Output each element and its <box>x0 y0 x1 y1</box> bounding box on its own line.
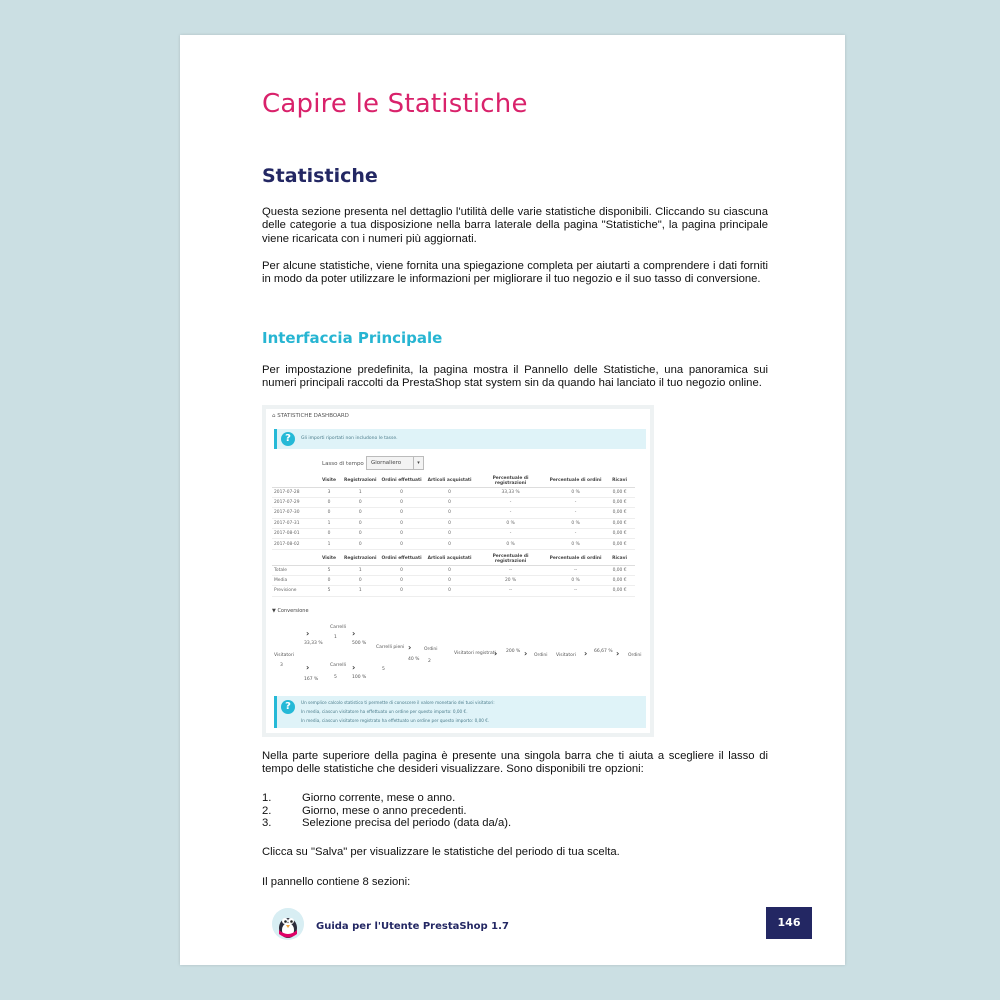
table-cell: 0 <box>425 575 475 585</box>
sections-paragraph: Il pannello contiene 8 sezioni: <box>262 876 411 888</box>
table-cell: 0 <box>379 575 425 585</box>
arrow-icon: › <box>352 629 356 638</box>
table-cell: -- <box>547 586 605 596</box>
table-cell: Previsione <box>272 586 316 596</box>
arrow-icon: › <box>524 649 528 658</box>
interface-paragraph: Per impostazione predefinita, la pagina mostra il Pannello delle Statistiche, una panoramica sui numeri principali raccolti da PrestaShop stat system sin da quando hai lanciato il tuo negozio online. <box>262 364 768 390</box>
table-cell: 0 <box>379 529 425 539</box>
list-number: 2. <box>262 804 272 817</box>
explanation-paragraph: Per alcune statistiche, viene fornita una spiegazione completa per aiutarti a comprendere i dati forniti in modo da poter utilizzare le informazioni per migliorare il tuo negozio e il suo tasso di conversione. <box>262 260 768 286</box>
table-cell: 1 <box>316 539 342 549</box>
stats-table <box>272 475 635 550</box>
table-cell: 0,00 € <box>605 487 635 497</box>
conversion-title: ▼ Conversione <box>272 608 309 614</box>
table-row <box>272 529 635 539</box>
table-cell: Media <box>272 575 316 585</box>
table-header: Ordini effettuati <box>379 553 425 565</box>
guide-title: Guida per l'Utente PrestaShop 1.7 <box>316 921 509 932</box>
home-icon: ⌂ <box>272 413 278 419</box>
table-header: Percentuale di registrazioni <box>475 553 547 565</box>
subsection-title: Interfaccia Principale <box>262 329 443 347</box>
table-cell: 0 % <box>547 575 605 585</box>
table-cell: 0 <box>425 539 475 549</box>
table-cell: 2017-08-02 <box>272 539 316 549</box>
list-text: Giorno corrente, mese o anno. <box>302 792 456 804</box>
table-cell: 3 <box>316 487 342 497</box>
funnel-icon: ▼ <box>272 608 278 614</box>
table-cell: Totale <box>272 565 316 575</box>
table-cell: 0 <box>342 518 379 528</box>
table-row <box>272 539 635 549</box>
table-cell: 0 <box>379 508 425 518</box>
section-title: Statistiche <box>262 165 378 187</box>
arrow-icon: › <box>352 663 356 672</box>
table-cell: 0,00 € <box>605 539 635 549</box>
prestashop-logo <box>272 908 304 940</box>
table-header: Ricavi <box>605 553 635 565</box>
table-cell: 0 <box>342 508 379 518</box>
table-cell: 0,00 € <box>605 518 635 528</box>
dashboard-screenshot <box>262 405 654 737</box>
arrow-icon: › <box>494 649 498 658</box>
table-cell: 0 <box>316 575 342 585</box>
table-cell: 5 <box>316 586 342 596</box>
arrow-icon: › <box>584 649 588 658</box>
table-cell: 0,00 € <box>605 565 635 575</box>
table-cell: 0 <box>342 575 379 585</box>
table-cell: 0 <box>342 497 379 507</box>
table-cell: 0 <box>342 539 379 549</box>
table-cell: 0,00 € <box>605 586 635 596</box>
arrow-icon: › <box>306 663 310 672</box>
table-cell: 0 % <box>547 518 605 528</box>
list-number: 3. <box>262 817 272 829</box>
list-item <box>262 805 511 818</box>
save-paragraph: Clicca su "Salva" per visualizzare le statistiche del periodo di tua scelta. <box>262 846 620 858</box>
table-cell: -- <box>475 565 547 575</box>
table-cell: 0,00 € <box>605 529 635 539</box>
table-cell: 0 <box>379 539 425 549</box>
table-row <box>272 575 635 585</box>
arrow-icon: › <box>306 629 310 638</box>
table-header: Registrazioni <box>342 553 379 565</box>
table-cell: 0 <box>316 508 342 518</box>
table-cell: 0 <box>425 487 475 497</box>
table-cell: 0 <box>316 529 342 539</box>
table-cell: 0 % <box>547 539 605 549</box>
table-header: Visite <box>316 475 342 487</box>
table-cell: 0 <box>379 565 425 575</box>
table-header <box>272 475 316 487</box>
table-header: Articoli acquistati <box>425 475 475 487</box>
table-row <box>272 518 635 528</box>
table-header: Percentuale di ordini <box>547 475 605 487</box>
screenshot-header: ⌂ STATISTICHE DASHBOARD <box>272 413 349 419</box>
table-row <box>272 497 635 507</box>
table-cell: 0 <box>379 487 425 497</box>
list-text: Giorno, mese o anno precedenti. <box>302 804 467 817</box>
table-cell: 2017-08-01 <box>272 529 316 539</box>
table-cell: - <box>475 529 547 539</box>
list-text: Selezione precisa del periodo (data da/a). <box>302 817 512 829</box>
list-number: 1. <box>262 792 272 804</box>
table-cell: - <box>475 497 547 507</box>
page-number: 146 <box>766 907 812 939</box>
conversion-funnel: Visitatori 3 › 33,33 % › 167 % Carrelli 1 Carrelli 5 › 500 % › 100 % Carrelli pieni 5 › 40 % Ordini 2 Visitatori registrati › 200 % › Ordini Visitatori › 66,67 % › Ordini <box>274 625 642 682</box>
table-cell: 0,00 € <box>605 575 635 585</box>
table-cell: 0 <box>342 529 379 539</box>
table-header: Ordini effettuati <box>379 475 425 487</box>
table-cell: - <box>547 508 605 518</box>
table-cell: 1 <box>342 586 379 596</box>
question-icon: ? <box>281 700 295 714</box>
table-cell: 1 <box>342 565 379 575</box>
table-cell: 0 <box>425 497 475 507</box>
table-cell: 0 <box>425 565 475 575</box>
page-heading: Capire le Statistiche <box>262 89 528 119</box>
question-icon: ? <box>281 432 295 446</box>
table-cell: 5 <box>316 565 342 575</box>
table-cell: 0 <box>379 586 425 596</box>
table-cell: 2017-07-30 <box>272 508 316 518</box>
table-cell: 0 % <box>547 487 605 497</box>
table-cell: 0 % <box>475 518 547 528</box>
table-header <box>272 553 316 565</box>
table-row <box>272 586 635 596</box>
table-header: Articoli acquistati <box>425 553 475 565</box>
chevron-down-icon: ▾ <box>413 457 423 469</box>
table-cell: 2017-07-29 <box>272 497 316 507</box>
options-list <box>262 792 511 830</box>
table-cell: 0 % <box>475 539 547 549</box>
period-select[interactable]: Giornaliero ▾ <box>366 456 424 470</box>
table-cell: 1 <box>316 518 342 528</box>
table-cell: 0 <box>316 497 342 507</box>
value-info-alert: ? Un semplice calcolo statistico ti permette di conoscere il valore monetario dei tuoi visitatori: In media, ciascun visitatore ha effettuato un ordine per questo importo: 0,00 €. In media, ciascun visitatore registrato ha effettuato un ordine per questo importo: 0,00 €. <box>274 696 646 728</box>
table-cell: - <box>547 529 605 539</box>
table-cell: - <box>547 497 605 507</box>
arrow-icon: › <box>408 643 412 652</box>
table-cell: 0 <box>425 586 475 596</box>
summary-table <box>272 553 635 597</box>
table-header: Registrazioni <box>342 475 379 487</box>
period-label: Lasso di tempo <box>322 461 364 467</box>
table-row <box>272 487 635 497</box>
table-cell: 2017-07-31 <box>272 518 316 528</box>
table-cell: 33,33 % <box>475 487 547 497</box>
period-paragraph: Nella parte superiore della pagina è presente una singola barra che ti aiuta a scegliere il lasso di tempo delle statistiche che desideri visualizzare. Sono disponibili tre opzioni: <box>262 750 768 776</box>
table-cell: - <box>475 508 547 518</box>
arrow-icon: › <box>616 649 620 658</box>
table-row <box>272 565 635 575</box>
intro-paragraph: Questa sezione presenta nel dettaglio l'utilità delle varie statistiche disponibili. Cliccando su ciascuna delle categorie a tua disposizione nella barra laterale della pagina "Statistiche", la pagina principale viene ricaricata con i numeri più aggiornati. <box>262 206 768 245</box>
table-header: Visite <box>316 553 342 565</box>
table-cell: -- <box>475 586 547 596</box>
table-cell: 0 <box>425 518 475 528</box>
table-cell: 0,00 € <box>605 497 635 507</box>
document-page <box>180 35 845 965</box>
table-cell: 0 <box>425 508 475 518</box>
table-header: Ricavi <box>605 475 635 487</box>
table-cell: 20 % <box>475 575 547 585</box>
table-cell: -- <box>547 565 605 575</box>
table-cell: 0,00 € <box>605 508 635 518</box>
list-item <box>262 817 511 830</box>
table-cell: 1 <box>342 487 379 497</box>
tax-info-alert: ? Gli importi riportati non includono le tasse. <box>274 429 646 449</box>
table-cell: 0 <box>379 518 425 528</box>
table-header: Percentuale di ordini <box>547 553 605 565</box>
table-cell: 0 <box>425 529 475 539</box>
table-cell: 0 <box>379 497 425 507</box>
table-cell: 2017-07-28 <box>272 487 316 497</box>
list-item <box>262 792 511 805</box>
table-row <box>272 508 635 518</box>
table-header: Percentuale di registrazioni <box>475 475 547 487</box>
